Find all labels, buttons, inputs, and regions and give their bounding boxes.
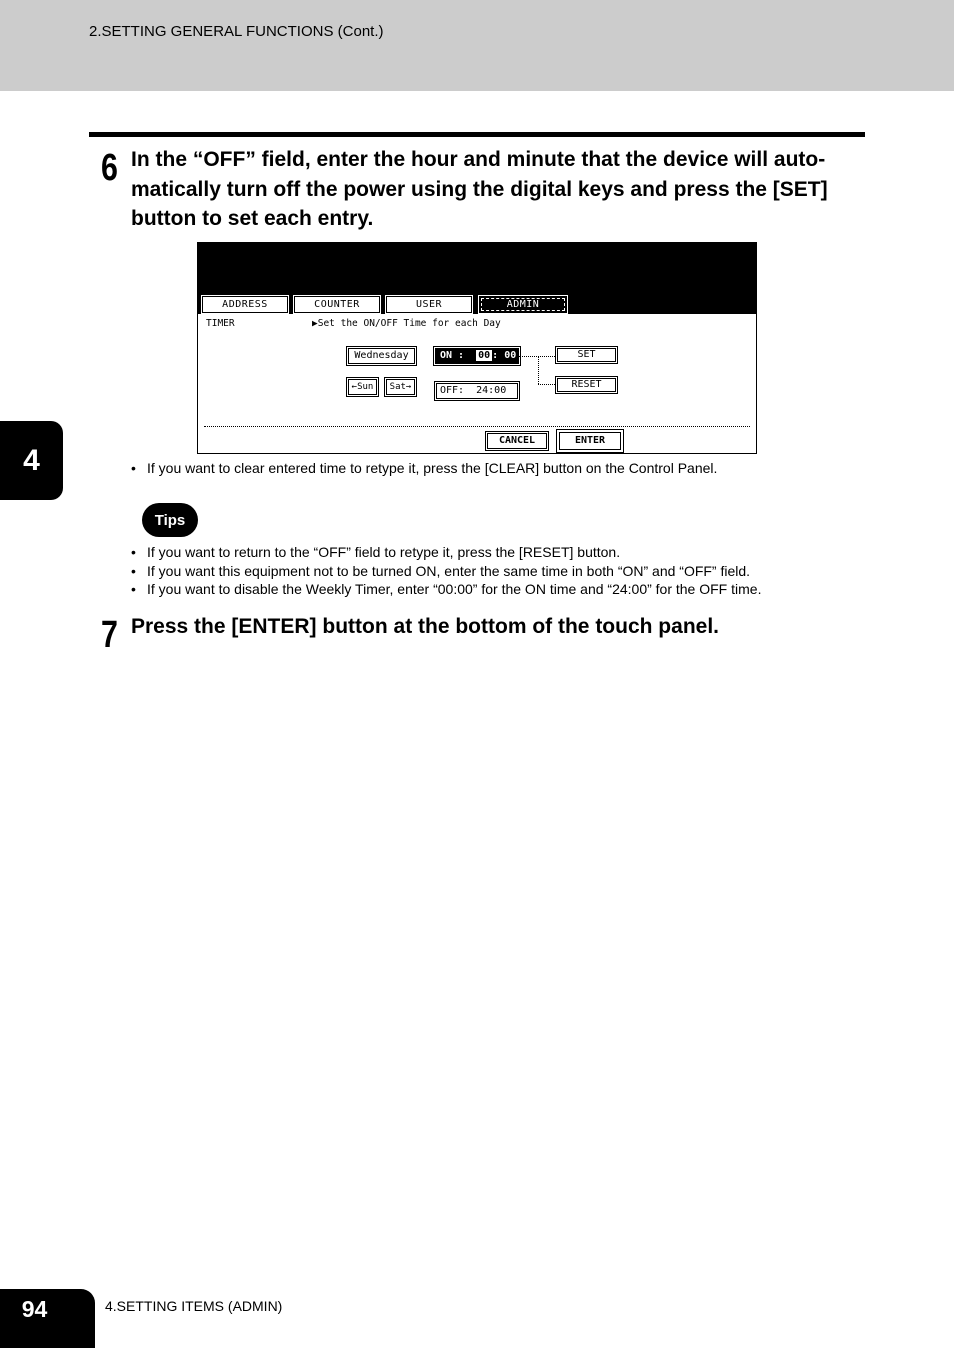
step-7-text: Press the [ENTER] button at the bottom of the touch panel. bbox=[131, 615, 719, 638]
tab-counter[interactable]: COUNTER bbox=[294, 296, 380, 313]
step-6-line-2: matically turn off the power using the digital keys and press the [SET] bbox=[131, 177, 828, 201]
tab-admin[interactable]: ADMIN bbox=[479, 296, 567, 313]
tip-item: • If you want to disable the Weekly Timer, enter “00:00” for the ON time and “24:00” for the OFF time. bbox=[131, 580, 761, 599]
section-rule bbox=[89, 132, 865, 137]
running-header: 2.SETTING GENERAL FUNCTIONS (Cont.) bbox=[89, 23, 384, 40]
step-6-number: 6 bbox=[101, 147, 118, 189]
on-time-field[interactable] bbox=[435, 348, 519, 364]
panel-instruction: ▶Set the ON/OFF Time for each Day bbox=[312, 318, 501, 329]
cancel-button[interactable]: CANCEL bbox=[485, 431, 549, 451]
touch-panel-screenshot bbox=[197, 242, 757, 454]
enter-button[interactable]: ENTER bbox=[556, 429, 624, 453]
chapter-tab: 4 bbox=[0, 421, 63, 500]
off-time-field[interactable] bbox=[434, 381, 520, 401]
tip-item: • If you want this equipment not to be turned ON, enter the same time in both “ON” and “OFF” field. bbox=[131, 562, 761, 581]
connector-line bbox=[538, 356, 539, 384]
page-number: 94 bbox=[0, 1289, 95, 1348]
tab-address[interactable]: ADDRESS bbox=[202, 296, 288, 313]
menu-label: TIMER bbox=[206, 318, 235, 329]
tips-badge: Tips bbox=[142, 503, 198, 537]
reset-button[interactable]: RESET bbox=[555, 376, 618, 394]
step-7-number: 7 bbox=[101, 614, 118, 656]
set-button[interactable]: SET bbox=[555, 346, 618, 364]
connector-line bbox=[538, 384, 555, 385]
prev-day-button[interactable]: ←Sun bbox=[346, 377, 379, 397]
on-hour-value: 00 bbox=[478, 350, 491, 361]
on-label: ON : bbox=[440, 350, 465, 361]
off-time-value: 24:00 bbox=[476, 385, 507, 396]
off-label: OFF: bbox=[440, 385, 465, 396]
tip-item: • If you want to return to the “OFF” field to retype it, press the [RESET] button. bbox=[131, 543, 761, 562]
note-item: • If you want to clear entered time to retype it, press the [CLEAR] button on the Control Panel. bbox=[131, 459, 717, 478]
panel-divider bbox=[204, 426, 750, 427]
header-band bbox=[0, 0, 954, 91]
step-6-line-1: In the “OFF” field, enter the hour and minute that the device will auto- bbox=[131, 148, 826, 171]
connector-line bbox=[519, 356, 555, 357]
tips-list bbox=[131, 543, 761, 599]
footer-section-title: 4.SETTING ITEMS (ADMIN) bbox=[105, 1298, 283, 1314]
step-6-text bbox=[131, 145, 828, 234]
step-6-line-3: button to set each entry. bbox=[131, 207, 374, 230]
next-day-button[interactable]: Sat→ bbox=[384, 377, 417, 397]
tab-user[interactable]: USER bbox=[386, 296, 472, 313]
note-list bbox=[131, 459, 717, 478]
day-button[interactable]: Wednesday bbox=[346, 346, 417, 366]
on-minute-value: : 00 bbox=[492, 350, 517, 361]
